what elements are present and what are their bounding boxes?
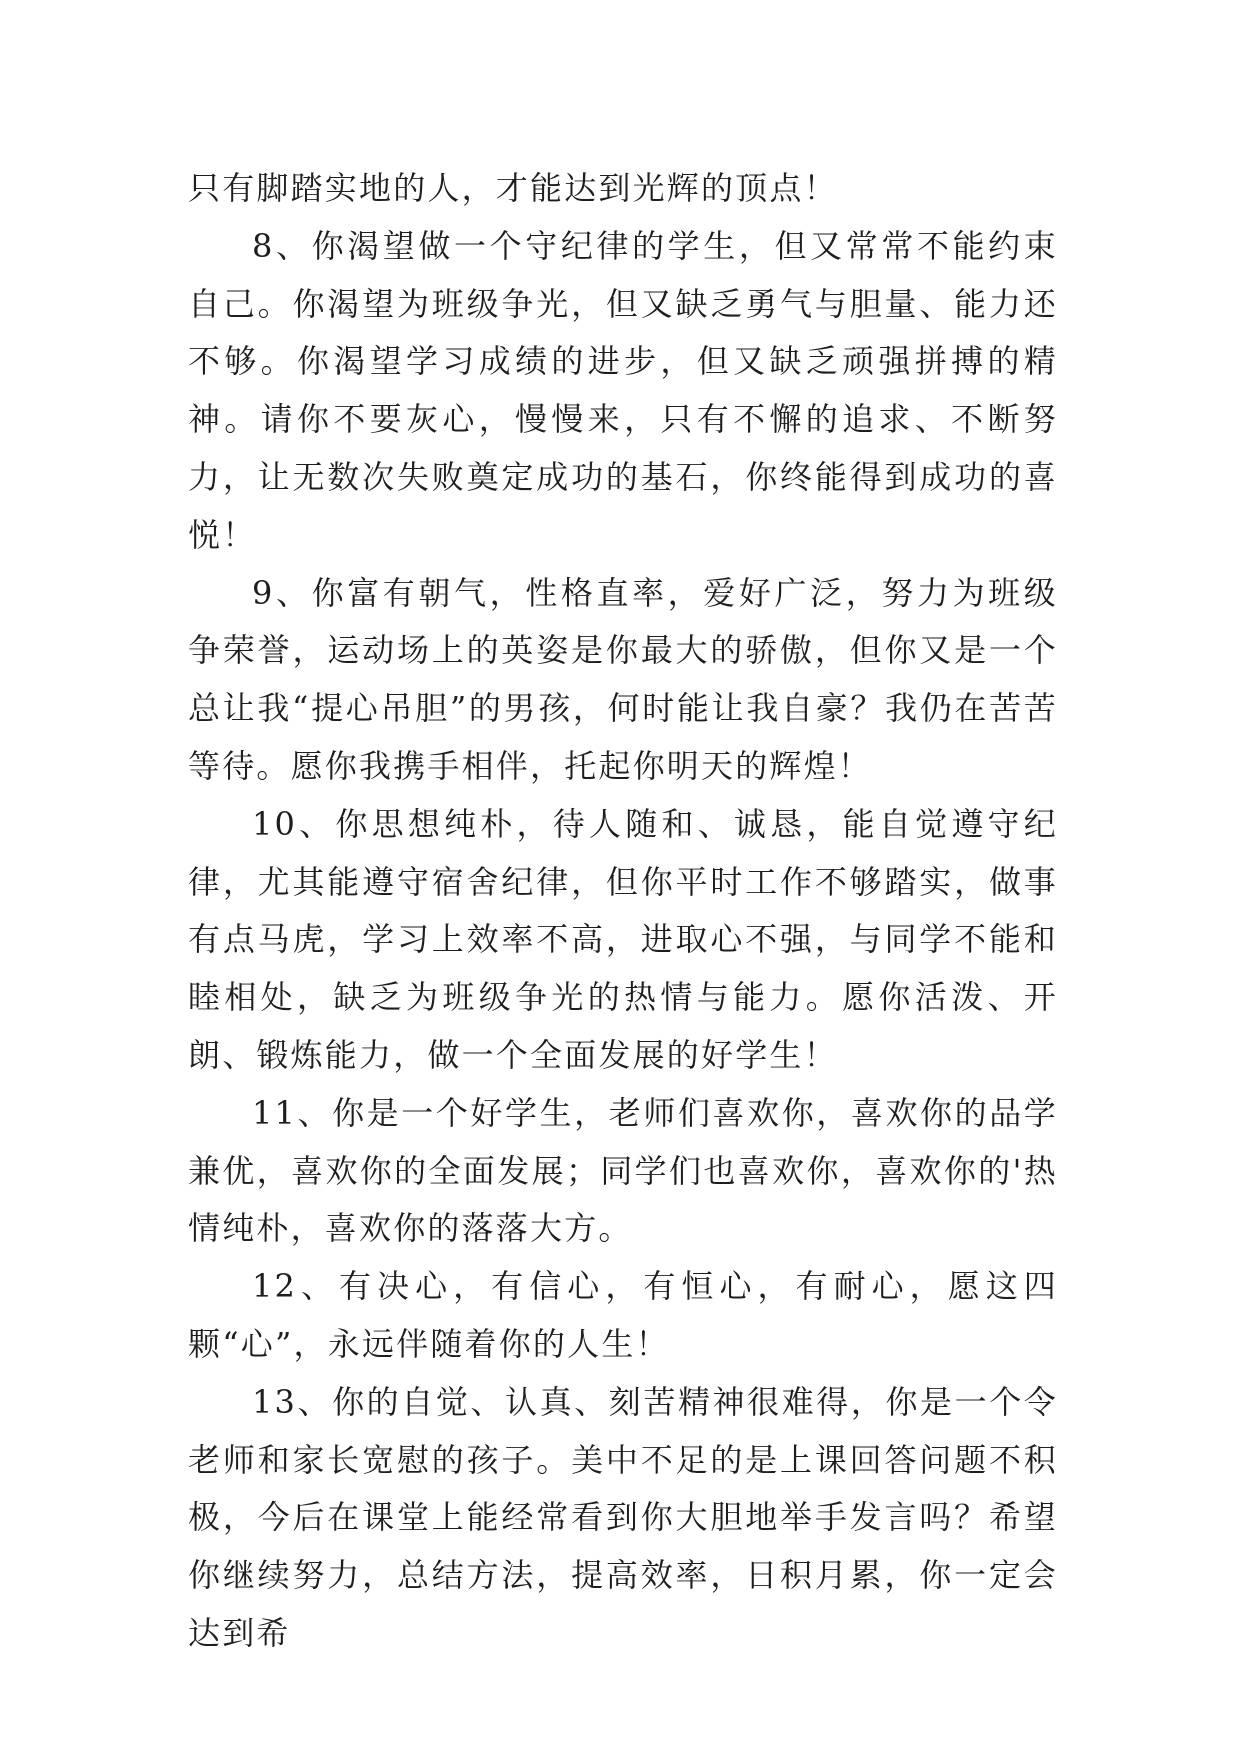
paragraph-item-8: 8、你渴望做一个守纪律的学生，但又常常不能约束自己。你渴望为班级争光，但又缺乏勇气与胆量、能力还不够。你渴望学习成绩的进步，但又缺乏顽强拼搏的精神。请你不要灰心，慢慢来，只有不懈的追求、不断努力，让无数次失败奠定成功的基石，你终能得到成功的喜悦！ (188, 226, 1058, 554)
paragraph-intro: 只有脚踏实地的人，才能达到光辉的顶点！ (188, 169, 838, 207)
paragraph-item-10: 10、你思想纯朴，待人随和、诚恳，能自觉遵守纪律，尤其能遵守宿舍纪律，但你平时工作不够踏实，做事有点马虎，学习上效率不高，进取心不强，与同学不能和睦相处，缺乏为班级争光的热情与能力。愿你活泼、开朗、锻炼能力，做一个全面发展的好学生！ (188, 804, 1058, 1074)
paragraph-item-12: 12、有决心，有信心，有恒心，有耐心，愿这四颗“心”，永远伴随着你的人生！ (188, 1267, 1058, 1363)
paragraph-item-11: 11、你是一个好学生，老师们喜欢你，喜欢你的品学兼优，喜欢你的全面发展；同学们也喜欢你，喜欢你的'热情纯朴，喜欢你的落落大方。 (188, 1093, 1058, 1248)
document-body (188, 160, 1058, 1663)
paragraph-item-9: 9、你富有朝气，性格直率，爱好广泛，努力为班级争荣誉，运动场上的英姿是你最大的骄傲，但你又是一个总让我“提心吊胆”的男孩，何时能让我自豪？我仍在苦苦等待。愿你我携手相伴，托起你明天的辉煌！ (188, 573, 1058, 785)
paragraph-item-13: 13、你的自觉、认真、刻苦精神很难得，你是一个令老师和家长宽慰的孩子。美中不足的是上课回答问题不积极，今后在课堂上能经常看到你大胆地举手发言吗？希望你继续努力，总结方法，提高效率，日积月累，你一定会达到希 (188, 1382, 1058, 1652)
